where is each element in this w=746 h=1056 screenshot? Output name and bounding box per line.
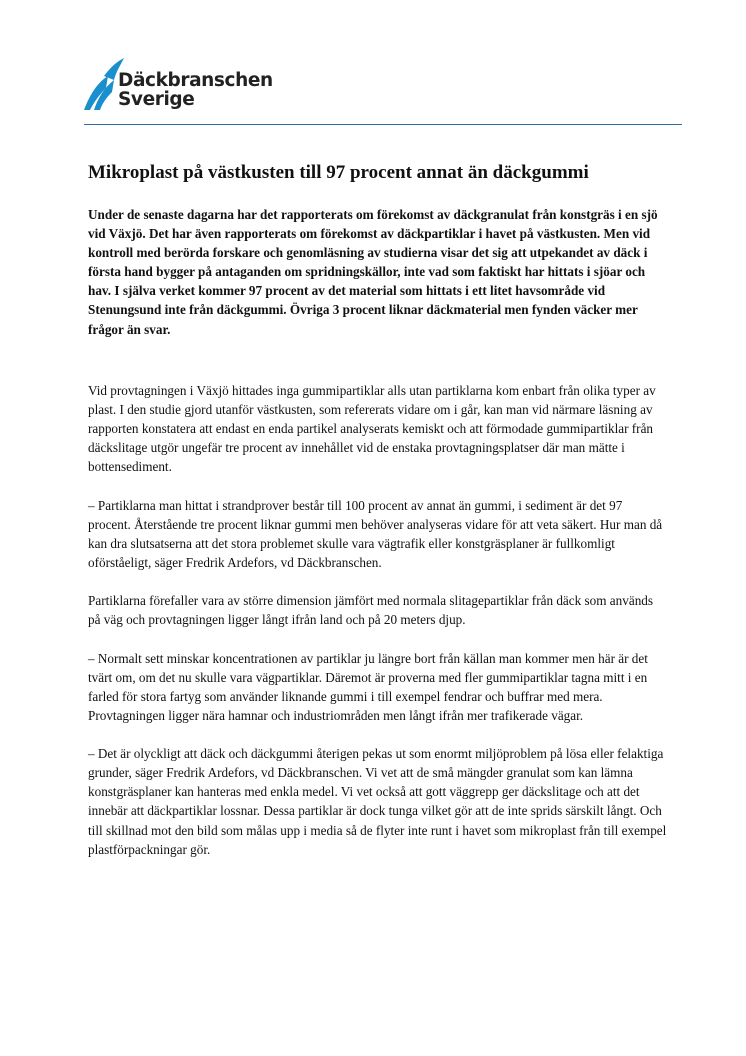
company-logo — [84, 58, 314, 112]
article-title: Mikroplast på västkusten till 97 procent annat än däckgummi — [88, 162, 589, 183]
article-body — [88, 381, 668, 878]
article-lead: Under de senaste dagarna har det rapporterats om förekomst av däckgranulat från konstgräs i en sjö vid Växjö. Det har även rapporterats om förekomst av däckpartiklar i havet på västkusten. Men vid kontroll med berörda forskare och genomläsning av studierna visar det sig att utpekandet av däck i första hand bygger på antaganden om spridningskällor, inte vad som faktiskt har hittats i sjöar och hav. I själva verket kommer 97 procent av det material som hittats i ett litet havsområde vid Stenungsund inte från däckgummi. Övriga 3 procent liknar däckmaterial men fynden väcker mer frågor än svar. — [88, 207, 658, 337]
body-paragraph-5: – Det är olyckligt att däck och däckgummi återigen pekas ut som enormt miljöproblem på lösa eller felaktiga grunder, säger Fredrik Ardefors, vd Däckbranschen. Vi vet att de små mängder granulat som kan lämna konstgräsplaner kan hanteras med enkla medel. Vi vet också att gott väggrepp ger däckslitage och att det innebär att däckpartiklar lossnar. Dessa partiklar är dock tunga vilket gör att de inte sprids särskilt långt. Och till skillnad mot den bild som målas upp i media så de flyter inte runt i havet som mikroplast från till exempel plastförpackningar gör. — [88, 746, 667, 857]
body-paragraph-2: – Partiklarna man hittat i strandprover består till 100 procent av annat än gummi, i sediment är det 97 procent. Återstående tre procent liknar gummi men behöver analyseras vidare för att veta säkert. Hur man då kan dra slutsatserna att det stora problemet skulle vara vägtrafik eller konstgräsplaner är fullkomligt oförståeligt, säger Fredrik Ardefors, vd Däckbranschen. — [88, 497, 663, 570]
body-paragraph-3: Partiklarna förefaller vara av större dimension jämfört med normala slitagepartiklar från däck som används på väg och provtagningen ligger långt ifrån land och på 20 meters djup. — [88, 593, 654, 628]
logo-wordmark — [118, 71, 273, 109]
body-paragraph-1: Vid provtagningen i Växjö hittades inga gummipartiklar alls utan partiklarna kom enbart från olika typer av plast. I den studie gjord utanför västkusten, som refererats vidare om i går, kan man vid närmare läsning av rapporten konstatera att endast en enda partikel analyserats kemiskt och att förmodade gummipartiklar från däckslitage utgör ungefär tre procent av innehållet vid de enstaka provtagningsplatser där man mätte i bottensediment. — [88, 383, 656, 475]
logo-line-2: Sverige — [118, 89, 195, 110]
logo-line-1: Däckbranschen — [118, 70, 273, 91]
body-paragraph-4: – Normalt sett minskar koncentrationen av partiklar ju längre bort från källan man kommer men här är det tvärt om, om det nu skulle vara vägpartiklar. Däremot är proverna med fler gummipartiklar tagna mitt i en farled för stora fartyg som använder liknande gummi i till exempel fendrar och buffrar med mera. Provtagningen ligger nära hamnar och industriområden men långt ifrån mer trafikerade vägar. — [88, 650, 648, 723]
header-divider — [84, 124, 682, 125]
